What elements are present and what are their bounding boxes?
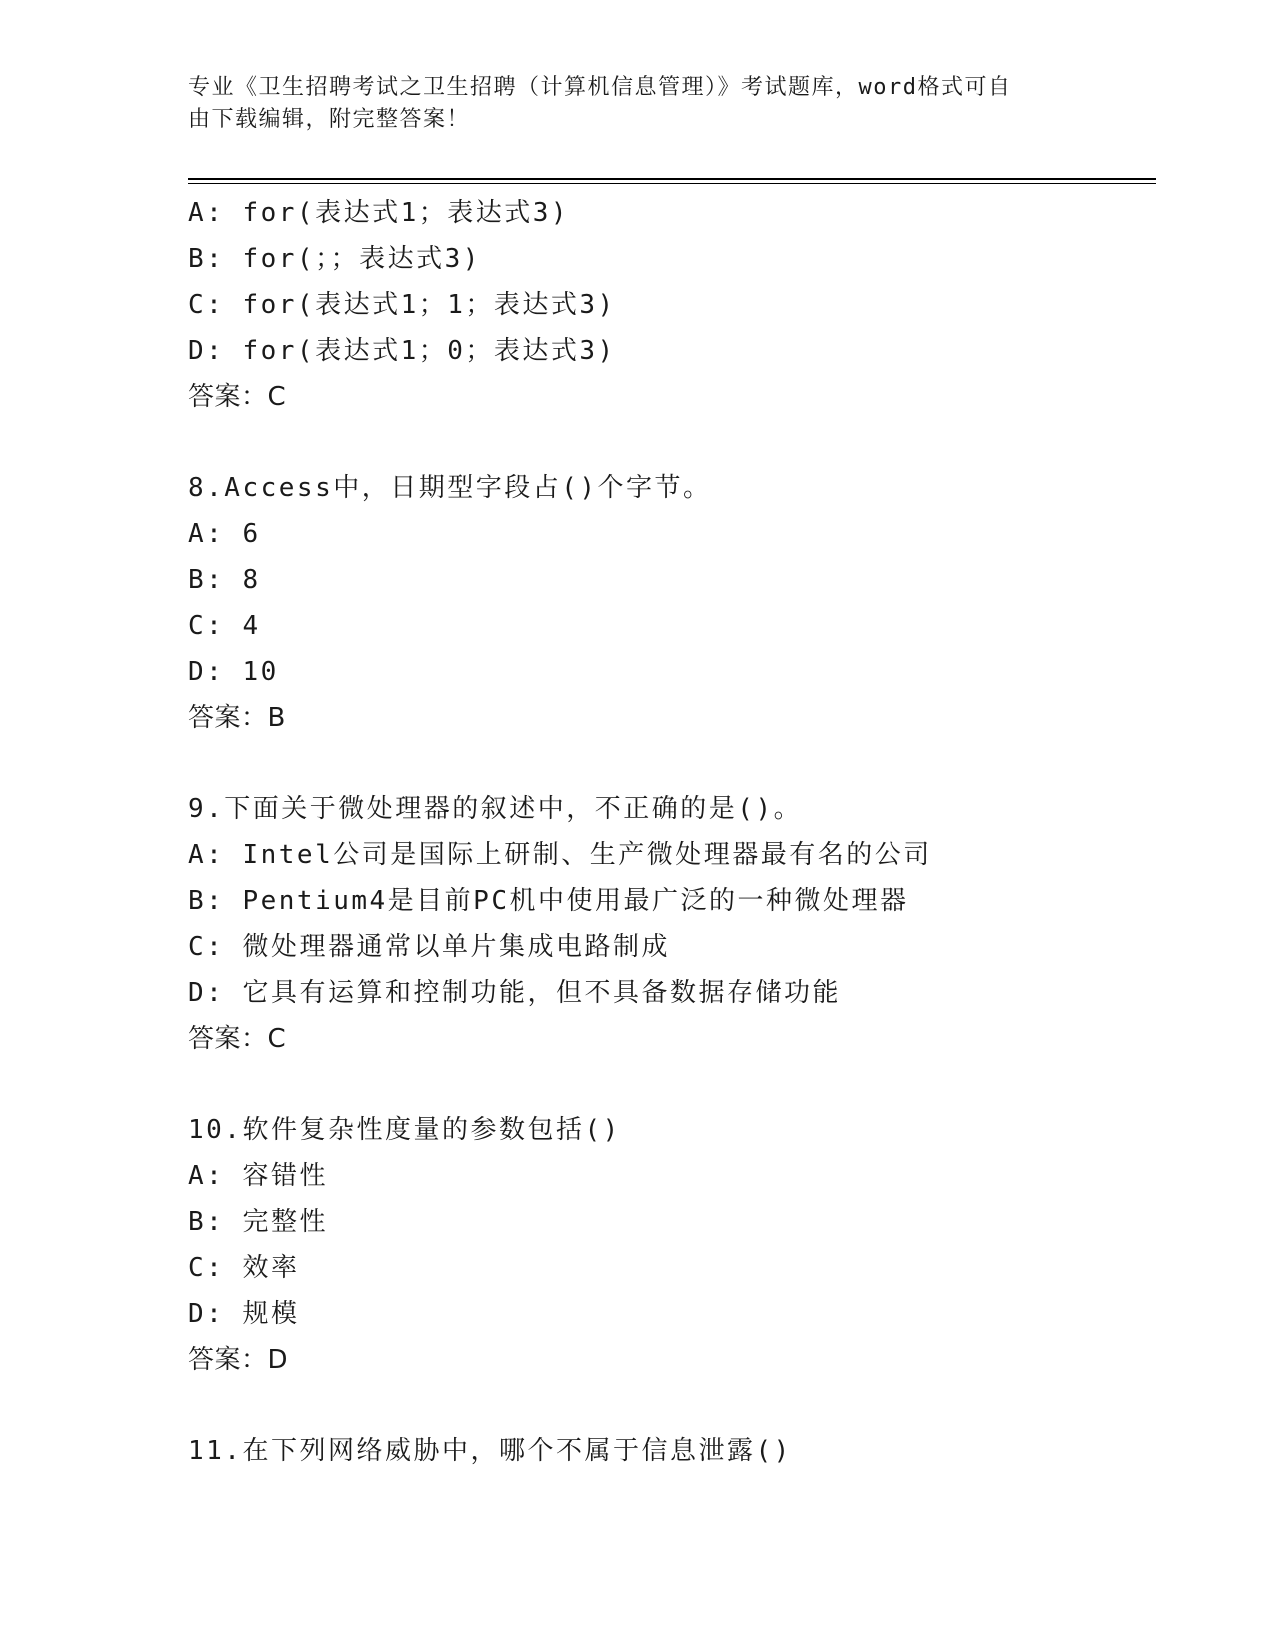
question-block-7 (188, 190, 1148, 420)
answer: 答案：C (188, 382, 287, 412)
spacer (188, 420, 1148, 465)
question-block-8 (188, 465, 1148, 741)
spacer (188, 1062, 1148, 1107)
header-line-2: 由下载编辑，附完整答案！ (188, 107, 471, 132)
option-d: D: 规模 (188, 1299, 300, 1329)
question-text: 9.下面关于微处理器的叙述中，不正确的是()。 (188, 794, 803, 824)
question-text: 8.Access中，日期型字段占()个字节。 (188, 473, 712, 503)
answer: 答案：D (188, 1345, 289, 1375)
option-b: B: 8 (188, 565, 261, 595)
option-c: C: for(表达式1；1；表达式3) (188, 290, 616, 320)
option-d: D: 10 (188, 657, 279, 687)
option-a: A: 6 (188, 519, 261, 549)
option-b: B: 完整性 (188, 1207, 328, 1237)
option-c: C: 效率 (188, 1253, 300, 1283)
header-rule-thick (188, 178, 1156, 180)
option-a: A: 容错性 (188, 1161, 328, 1191)
option-a: A: for(表达式1；表达式3) (188, 198, 570, 228)
option-c: C: 4 (188, 611, 261, 641)
spacer (188, 741, 1148, 786)
header-line-1: 专业《卫生招聘考试之卫生招聘（计算机信息管理）》考试题库，word格式可自 (188, 75, 1012, 100)
spacer (188, 1383, 1148, 1428)
answer: 答案：B (188, 703, 286, 733)
question-text: 10.软件复杂性度量的参数包括() (188, 1115, 621, 1145)
header-rule-thin (188, 183, 1156, 184)
question-block-11 (188, 1428, 1148, 1474)
option-a: A: Intel公司是国际上研制、生产微处理器最有名的公司 (188, 840, 932, 870)
question-block-9 (188, 786, 1148, 1062)
question-list (188, 190, 1148, 1474)
option-d: D: 它具有运算和控制功能，但不具备数据存储功能 (188, 978, 841, 1008)
document-header (188, 72, 1068, 136)
option-c: C: 微处理器通常以单片集成电路制成 (188, 932, 670, 962)
question-block-10 (188, 1107, 1148, 1383)
answer: 答案：C (188, 1024, 287, 1054)
option-b: B: Pentium4是目前PC机中使用最广泛的一种微处理器 (188, 886, 909, 916)
question-text: 11.在下列网络威胁中，哪个不属于信息泄露() (188, 1436, 792, 1466)
option-d: D: for(表达式1；0；表达式3) (188, 336, 616, 366)
option-b: B: for(；；表达式3) (188, 244, 481, 274)
